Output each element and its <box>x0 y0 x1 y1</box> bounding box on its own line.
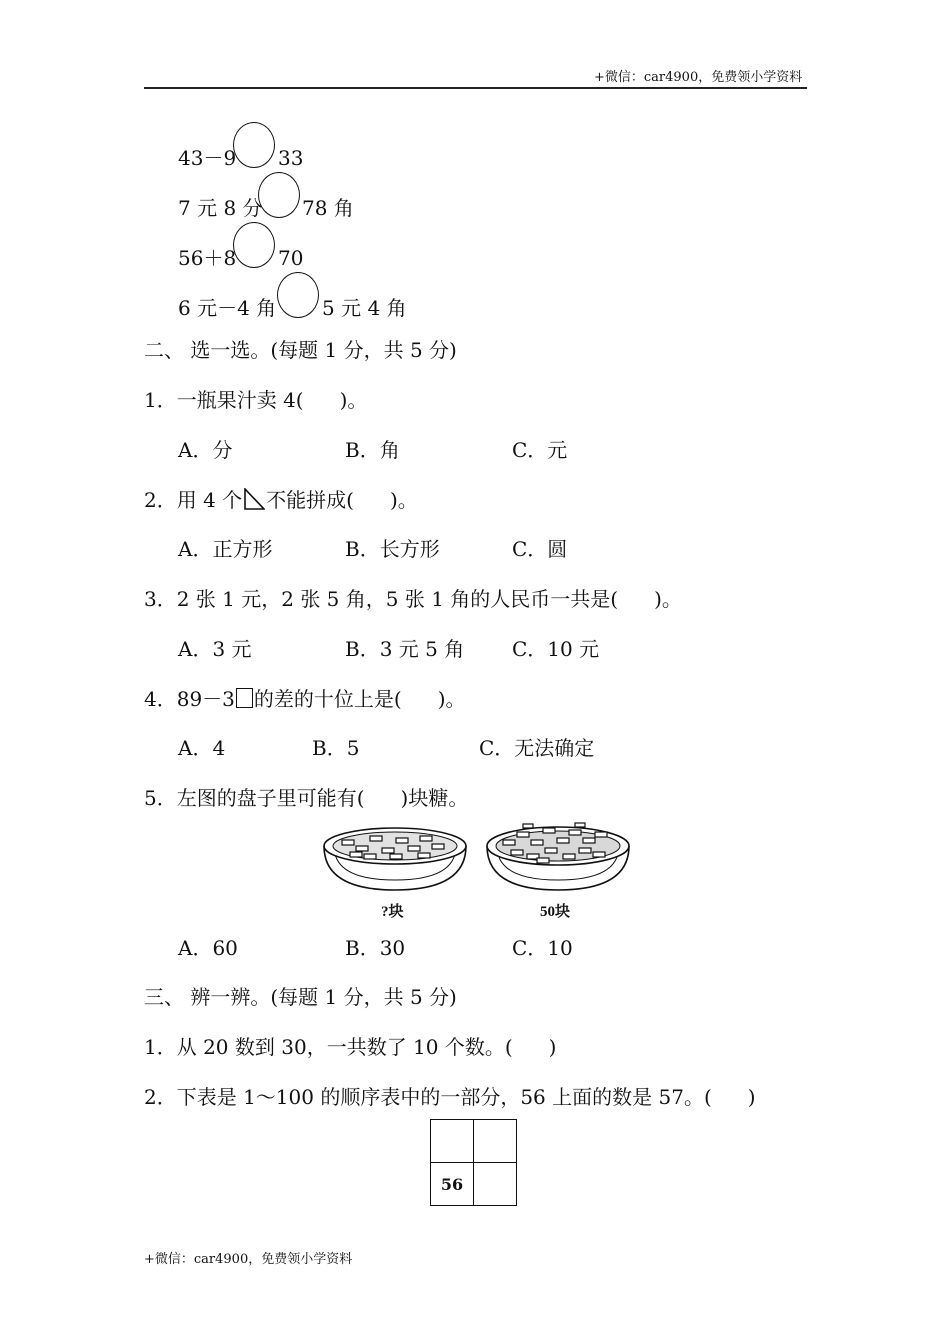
footer-watermark: +微信：car4900，免费领小学资料 <box>144 1252 353 1267</box>
header-watermark: +微信：car4900，免费领小学资料 <box>594 70 803 85</box>
compare-left-4: 6 元－4 角 <box>178 296 277 320</box>
candy-bowl-small-image <box>320 822 470 894</box>
q2-4-end: )。 <box>437 687 466 711</box>
compare-right-3: 70 <box>278 246 304 270</box>
q2-2-suffix: 不能拼成( <box>266 488 354 512</box>
q3-2-prefix: 2．下表是 1～100 的顺序表中的一部分，56 上面的数是 57。( <box>144 1085 712 1109</box>
bowl-label-unknown: ?块 <box>381 904 404 920</box>
q2-1-option-a[interactable]: A．分 <box>178 438 233 462</box>
grid-cell <box>474 1120 517 1163</box>
compare-circle-2[interactable] <box>258 172 300 218</box>
q2-2-stem <box>144 488 418 512</box>
grid-row <box>431 1120 517 1163</box>
header-rule <box>144 87 807 89</box>
compare-right-1: 33 <box>278 146 304 170</box>
q2-4-prefix: 4．89－3 <box>144 687 235 711</box>
q2-3-suffix: )。 <box>654 587 682 611</box>
grid-cell: 56 <box>431 1163 474 1206</box>
q2-3-prefix: 3．2 张 1 元，2 张 5 角，5 张 1 角的人民币一共是( <box>144 587 619 611</box>
compare-circle-1[interactable] <box>233 122 275 168</box>
compare-left-1: 43－9 <box>178 146 237 170</box>
q3-1-suffix: ) <box>548 1035 557 1059</box>
q2-1-stem <box>144 388 367 412</box>
section3-title: 三、 辨一辨。(每题 1 分，共 5 分) <box>144 985 457 1009</box>
q2-4-option-c[interactable]: C．无法确定 <box>479 736 595 760</box>
grid-cell <box>431 1120 474 1163</box>
q2-2-option-b[interactable]: B．长方形 <box>345 537 440 561</box>
q2-2-option-a[interactable]: A．正方形 <box>178 537 273 561</box>
compare-circle-3[interactable] <box>233 222 275 268</box>
q2-1-suffix: )。 <box>339 388 368 412</box>
candy-bowl-large-image <box>483 820 633 894</box>
q2-3-stem <box>144 587 682 611</box>
q2-3-option-a[interactable]: A．3 元 <box>178 637 252 661</box>
compare-left-2: 7 元 8 分 <box>178 196 263 220</box>
compare-left-3: 56＋8 <box>178 246 237 270</box>
q2-4-suffix: 的差的十位上是( <box>253 687 402 711</box>
section2-title: 二、 选一选。(每题 1 分，共 5 分) <box>144 338 457 362</box>
q2-5-prefix: 5．左图的盘子里可能有( <box>144 786 365 810</box>
q2-5-option-c[interactable]: C．10 <box>512 936 573 960</box>
q2-1-option-b[interactable]: B．角 <box>345 438 400 462</box>
q2-1-option-c[interactable]: C．元 <box>512 438 568 462</box>
q2-5-option-a[interactable]: A．60 <box>178 936 238 960</box>
q2-5-suffix: )块糖。 <box>400 786 469 810</box>
q2-5-option-b[interactable]: B．30 <box>345 936 406 960</box>
grid-cell <box>474 1163 517 1206</box>
q3-1-stem <box>144 1035 556 1059</box>
q2-4-stem <box>144 687 466 711</box>
bowl-label-fifty: 50块 <box>540 904 571 920</box>
q2-2-prefix: 2．用 4 个 <box>144 488 243 512</box>
q2-2-option-c[interactable]: C．圆 <box>512 537 568 561</box>
q3-2-suffix: ) <box>747 1085 756 1109</box>
q2-3-option-b[interactable]: B．3 元 5 角 <box>345 637 465 661</box>
compare-circle-4[interactable] <box>277 272 319 318</box>
digit-box <box>236 688 253 708</box>
q2-4-option-a[interactable]: A．4 <box>178 736 226 760</box>
q2-4-option-b[interactable]: B．5 <box>312 736 360 760</box>
grid-row <box>431 1163 517 1206</box>
q2-3-option-c[interactable]: C．10 元 <box>512 637 600 661</box>
q2-5-stem <box>144 786 468 810</box>
q2-2-end: )。 <box>389 488 418 512</box>
compare-right-4: 5 元 4 角 <box>322 296 407 320</box>
q3-1-prefix: 1．从 20 数到 30，一共数了 10 个数。( <box>144 1035 513 1059</box>
q3-2-stem <box>144 1085 756 1109</box>
number-grid <box>430 1119 517 1206</box>
q2-1-prefix: 1．一瓶果汁卖 4( <box>144 388 304 412</box>
right-triangle-icon <box>243 488 265 510</box>
compare-right-2: 78 角 <box>302 196 354 220</box>
